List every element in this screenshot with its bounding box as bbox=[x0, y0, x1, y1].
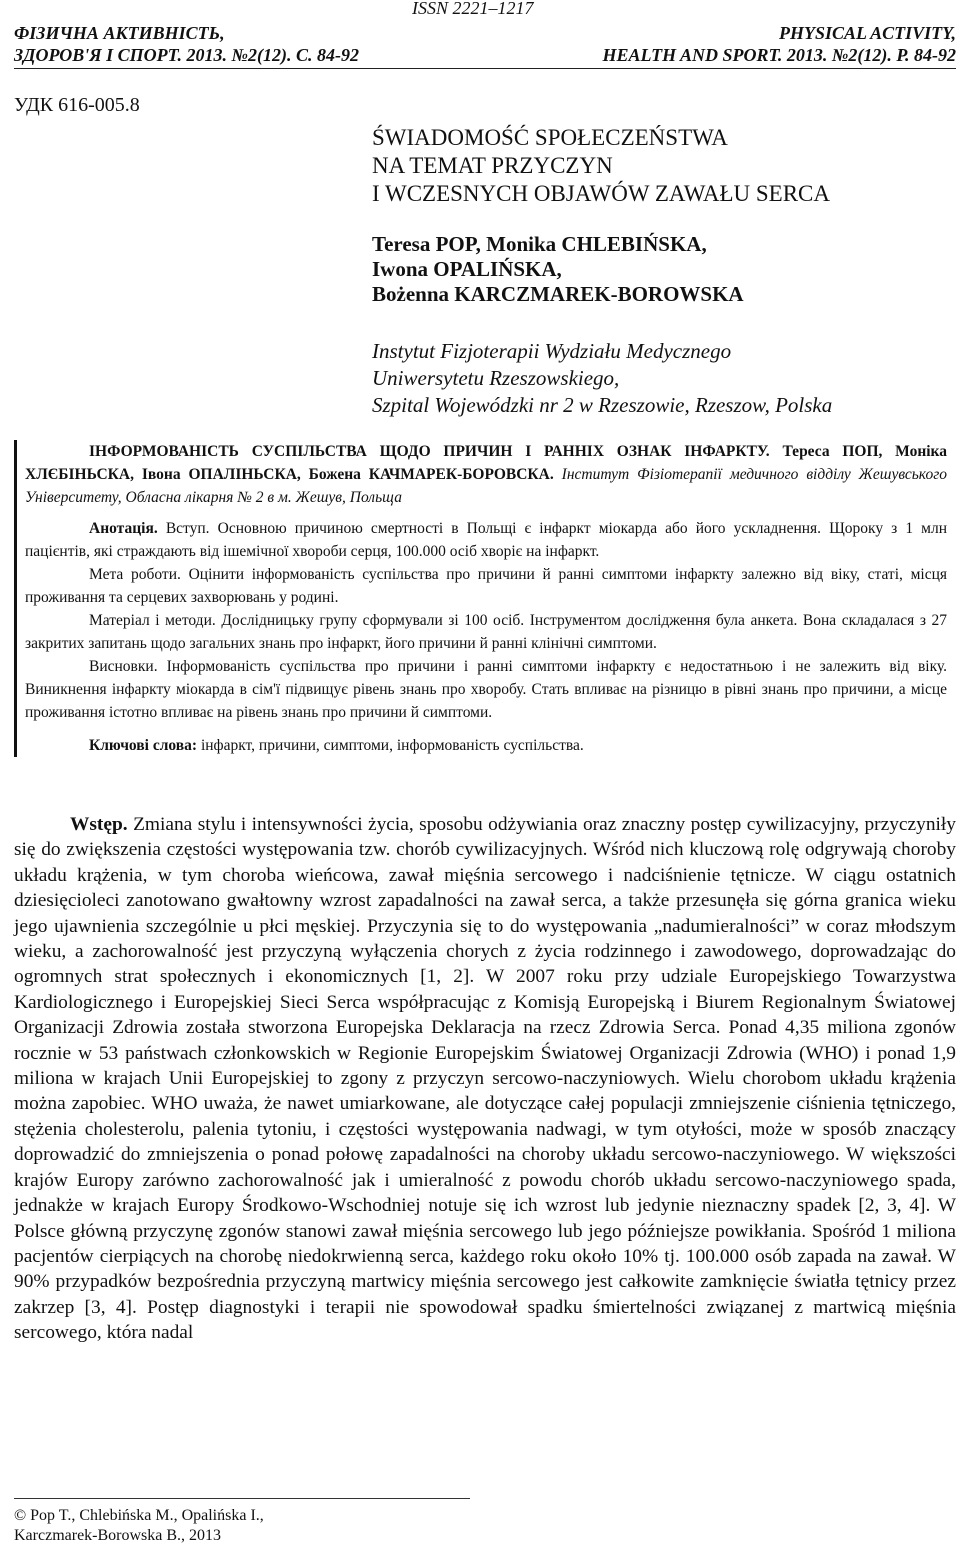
article-title-line3: I WCZESNYCH OBJAWÓW ZAWAŁU SERCA bbox=[372, 181, 831, 206]
article-title-line2: NA TEMAT PRZYCZYN bbox=[372, 153, 613, 178]
authors-line1: Teresa POP, Monika CHLEBIŃSKA, bbox=[372, 232, 707, 256]
journal-header-en-line2: HEALTH AND SPORT. 2013. №2(12). P. 84-92 bbox=[602, 45, 956, 65]
keywords-label: Ключові слова: bbox=[89, 737, 198, 754]
aim-text: Оцінити інформованість суспільства про причини й ранні симптоми інфаркту залежно від віку, статі, місця проживання та серцевих захворювань у родині. bbox=[25, 566, 948, 606]
abstract-institute: Інститут Фізіотерапії медичного відділу Жешувського Університету, Обласна лікарня № 2 в м. Жешув, Польща bbox=[25, 466, 947, 506]
abstract-title: ІНФОРМОВАНІСТЬ СУСПІЛЬСТВА ЩОДО ПРИЧИН І РАННІХ ОЗНАК ІНФАРКТУ. bbox=[89, 443, 770, 460]
footnote-divider bbox=[14, 1498, 470, 1499]
keywords-text: інфаркт, причини, симптоми, інформованість суспільства. bbox=[200, 737, 584, 754]
journal-header-en bbox=[603, 22, 957, 66]
abstract-conclusions bbox=[25, 655, 947, 724]
body-intro-text: Zmiana stylu i intensywności życia, sposobu odżywiania oraz znaczny postęp cywilizacyjny, przyczyniły się do zwiększenia częstości występowania tzw. chorób cywilizacyjnych. Wśród nich kluczową rolę odgrywają choroby układu krążenia, w tym choroba wieńcowa, zawał mięśnia sercowego i nadciśnienie tętnicze. W ciągu ostatnich dziesięcioleci zanotowano gwałtowny wzrost zapadalności na zawał serca, a także przesunęła się górna granica wieku jego ujawnienia szczególnie u płci męskiej. Przyczynia się to do występowania „nadumieralności” w coraz młodszym wieku, a zachorowalność jest przyczyną wyłączenia chorych z życia rodzinnego i zawodowego, doprowadzając do ogromnych strat społecznych i ekonomicznych [1, 2]. W 2007 roku przy udziale Europejskiego Towarzystwa Kardiologicznego i Europejskiej Sieci Serca współpracując z Komisją Europejską i Biurem Regionalnym Światowej Organizacji Zdrowia została stworzona Europejska Deklaracja na rzecz Zdrowia Serca. Ponad 4,35 miliona zgonów rocznie w 53 państwach członkowskich w Regionie Europejskim Światowej Organizacji Zdrowia (WHO) i ponad 1,9 miliona w krajach Unii Europejskiej to zgony z przyczyn sercowo-naczyniowych. Wielu chorobom układu krążenia można zapobiec. WHO uważa, że nawet umiarkowane, ale dotyczące całej populacji zmniejszenie ciśnienia tętniczego, stężenia cholesterolu, palenia tytoniu, i częstości występowania nadwagi, w tym otyłości, może w sposób znaczący doprowadzić do zmniejszenia o ponad połowę zapadalności na choroby układu sercowo-naczyniowego. W większości krajów Europy zarówno zachorowalność jak i umieralność z powodu chorób układu sercowo-naczyniowego spada, jednakże w krajach Europy Środkowo-Wschodniej notuje się ich wzrost lub jedynie nieznaczny spadek [2, 3, 4]. W Polsce główną przyczynę zgonów stanowi zawał mięśnia sercowego lub jego późniejsze powikłania. Spośród 1 miliona pacjentów cierpiących na chorobę niedokrwienną serca, każdego roku około 10% tj. 100.000 osób zapada na zawał. W 90% przypadków bezpośrednia przyczyną martwicy mięśnia sercowego jest całkowite zamknięcie światła tętnicy przez zakrzep [3, 4]. Postęp diagnostyki i terapii nie spowodował spadku śmiertelności związanej z martwicą mięśnia sercowego, która nadal bbox=[14, 814, 956, 1344]
body-intro-label: Wstęp. bbox=[70, 814, 128, 835]
abstract-authors: Тереса ПОП, Моніка ХЛЄБІНЬСКА, Івона ОПАЛІНЬСКА, Божена КАЧМАРЕК-БОРОВСКА. bbox=[25, 443, 947, 483]
article-title-line1: ŚWIADOMOŚĆ SPOŁECZEŃSTWA bbox=[372, 125, 728, 150]
copyright-footnote bbox=[14, 1506, 264, 1546]
footnote-line2: Karczmarek-Borowska B., 2013 bbox=[14, 1527, 222, 1544]
affiliation-line2: Uniwersytetu Rzeszowskiego, bbox=[372, 366, 620, 390]
abstract-methods bbox=[25, 609, 947, 655]
affiliation-line3: Szpital Wojewódzki nr 2 w Rzeszowie, Rzeszow, Polska bbox=[372, 393, 833, 417]
conclusions-label: Висновки. bbox=[89, 658, 158, 675]
journal-header-en-line1: PHYSICAL ACTIVITY, bbox=[778, 23, 956, 43]
abstract-aim bbox=[25, 563, 947, 609]
journal-header-ua-line1: ФІЗИЧНА АКТИВНІСТЬ, bbox=[14, 23, 225, 43]
header-divider bbox=[14, 68, 956, 69]
abstract-block bbox=[14, 440, 947, 757]
abstract-intro bbox=[25, 517, 947, 563]
article-authors bbox=[372, 232, 744, 307]
body-paragraph bbox=[14, 812, 956, 1346]
conclusions-text: Інформованість суспільства про причини і ранні симптоми інфаркту є недостатньою і не залежить від віку. Виникнення інфаркту міокарда в сім'ї підвищує рівень знань про хворобу. Стать впливає на різницю в рівні знань про причини, а місце проживання істотно впливає на рівень знань про причини й симптоми. bbox=[25, 658, 947, 721]
journal-header-ua-line2: ЗДОРОВ'Я І СПОРТ. 2013. №2(12). С. 84-92 bbox=[14, 45, 359, 65]
udk-code: УДК 616-005.8 bbox=[14, 94, 140, 116]
intro-label: Вступ. bbox=[165, 520, 210, 537]
authors-line3: Bożenna KARCZMAREK-BOROWSKA bbox=[372, 282, 744, 306]
footnote-line1: © Pop T., Chlebińska M., Opalińska I., bbox=[14, 1507, 264, 1524]
abstract-keywords bbox=[25, 734, 947, 757]
article-title bbox=[372, 124, 830, 208]
authors-line2: Iwona OPALIŃSKA, bbox=[372, 257, 562, 281]
issn-number: ISSN 2221–1217 bbox=[412, 0, 534, 18]
affiliation-line1: Instytut Fizjoterapii Wydziału Medycznego bbox=[372, 339, 732, 363]
methods-label: Матеріал і методи. bbox=[89, 612, 216, 629]
annotation-label: Анотація. bbox=[89, 520, 158, 537]
journal-header-ua bbox=[14, 22, 359, 66]
article-body bbox=[14, 812, 956, 1346]
intro-text: Основною причиною смертності в Польщі є інфаркт міокарда або його ускладнення. Щороку з 1 млн пацієнтів, які страждають від ішемічної хвороби серця, 100.000 осіб хворіє на інфаркт. bbox=[25, 520, 948, 560]
methods-text: Дослідницьку групу сформували зі 100 осіб. Інструментом дослідження була анкета. Вона складалася з 27 закритих запитань щодо загальних знань про інфаркт, його причини й ранні клінічні симптоми. bbox=[25, 612, 948, 652]
abstract-heading bbox=[25, 440, 947, 509]
aim-label: Мета роботи. bbox=[89, 566, 181, 583]
author-affiliation bbox=[372, 338, 832, 419]
